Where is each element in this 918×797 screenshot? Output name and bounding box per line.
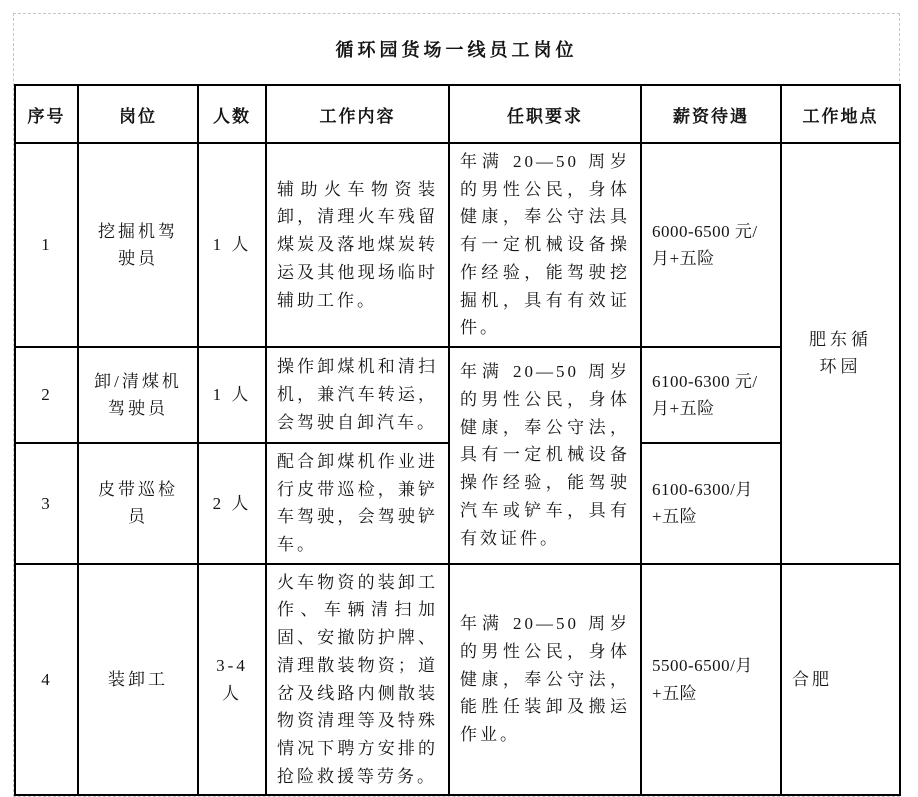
row2-no-cell: 2 [15, 347, 78, 443]
header-headcount: 人数 [198, 85, 266, 143]
header-salary: 薪资待遇 [641, 85, 781, 143]
row3-no-cell: 3 [15, 443, 78, 564]
table-title: 循环园货场一线员工岗位 [335, 40, 578, 60]
row2-position-cell: 卸/清煤机驾驶员 [78, 347, 198, 443]
header-location: 工作地点 [781, 85, 900, 143]
row1-requirements-cell: 年满 20—50 周岁的男性公民，身体健康，奉公守法具有一定机械设备操作经验，能驾驶挖掘机，具有有效证件。 [449, 143, 641, 347]
row1-salary-cell: 6000-6500 元/月+五险 [641, 143, 781, 347]
row3-duties-cell: 配合卸煤机作业进行皮带巡检，兼铲车驾驶，会驾驶铲车。 [266, 443, 449, 564]
row3-position-cell: 皮带巡检员 [78, 443, 198, 564]
row3-headcount-cell: 2 人 [198, 443, 266, 564]
location-merged-cell-rows1-3: 肥东循环园 [781, 143, 900, 564]
row4-position-cell: 装卸工 [78, 564, 198, 796]
header-duties: 工作内容 [266, 85, 449, 143]
row1-no-cell: 1 [15, 143, 78, 347]
row2-salary-cell: 6100-6300 元/月+五险 [641, 347, 781, 443]
header-row [15, 85, 900, 143]
row3-salary-cell: 6100-6300/月+五险 [641, 443, 781, 564]
job-positions-table [14, 84, 901, 796]
requirements-merged-cell-rows2-3: 年满 20—50 周岁的男性公民，身体健康，奉公守法，具有一定机械设备操作经验，能驾驶汽车或铲车，具有有效证件。 [449, 347, 641, 564]
row4-duties-cell: 火车物资的装卸工作、车辆清扫加固、安撤防护牌、清理散装物资；道岔及线路内侧散装物资清理等及特殊情况下聘方安排的抢险救援等劳务。 [266, 564, 449, 796]
row4-salary-cell: 5500-6500/月+五险 [641, 564, 781, 796]
job-table-sheet [13, 13, 900, 797]
row1-headcount-cell: 1 人 [198, 143, 266, 347]
row4-location-cell: 合肥 [781, 564, 900, 796]
row4-headcount-cell: 3-4 人 [198, 564, 266, 796]
table-row [15, 347, 900, 443]
row1-position-cell: 挖掘机驾驶员 [78, 143, 198, 347]
row2-headcount-cell: 1 人 [198, 347, 266, 443]
header-position: 岗位 [78, 85, 198, 143]
row4-no-cell: 4 [15, 564, 78, 796]
row4-requirements-cell: 年满 20—50 周岁的男性公民，身体健康，奉公守法，能胜任装卸及搬运作业。 [449, 564, 641, 796]
row2-duties-cell: 操作卸煤机和清扫机，兼汽车转运，会驾驶自卸汽车。 [266, 347, 449, 443]
header-requirements: 任职要求 [449, 85, 641, 143]
row1-duties-cell: 辅助火车物资装卸，清理火车残留煤炭及落地煤炭转运及其他现场临时辅助工作。 [266, 143, 449, 347]
table-row [15, 143, 900, 347]
header-no: 序号 [15, 85, 78, 143]
table-row [15, 564, 900, 796]
